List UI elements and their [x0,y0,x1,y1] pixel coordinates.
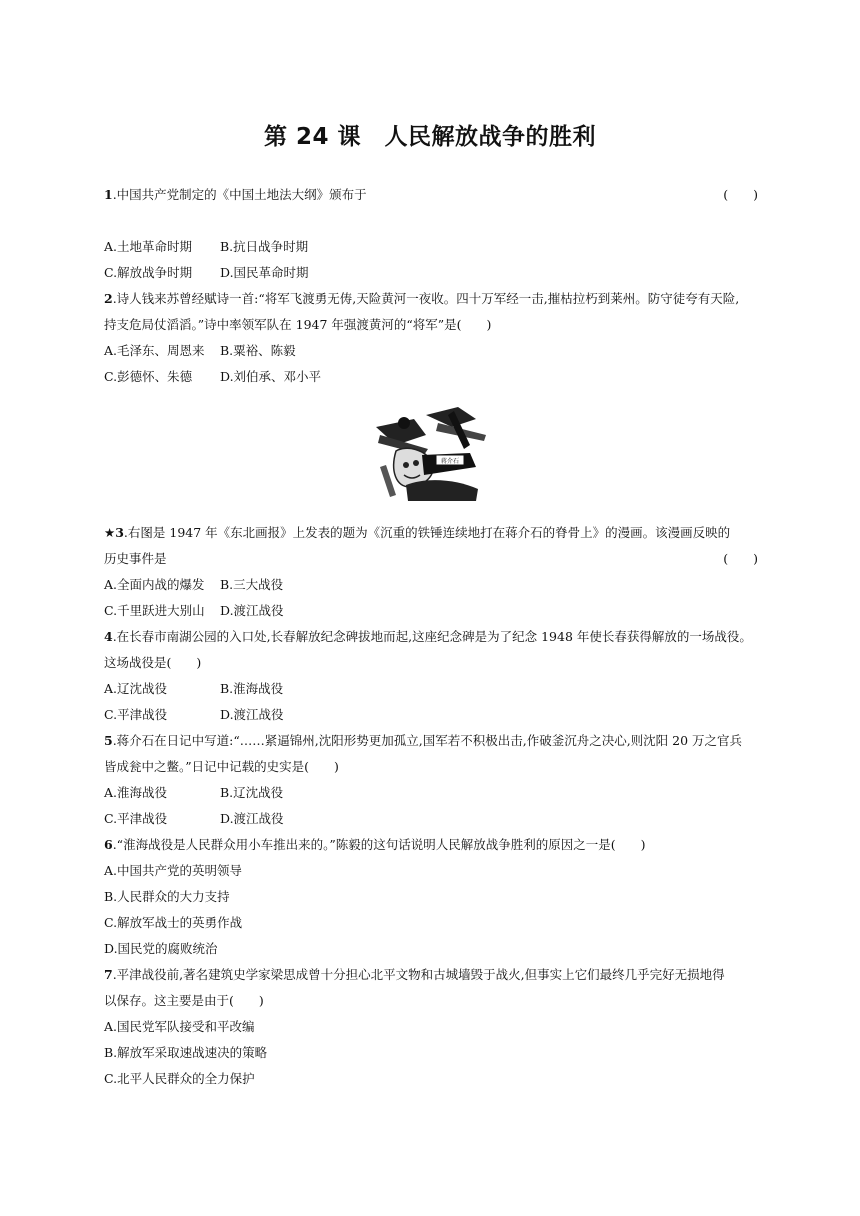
question-5 [104,728,758,780]
question-text: .中国共产党制定的《中国土地法大纲》颁布于 [112,187,367,202]
answer-blank: ( ) [723,187,758,202]
question-3-options [104,572,284,624]
option-c: C.平津战役 [104,707,168,722]
option-c: C.彭德怀、朱德 [104,369,193,384]
question-1-options [104,234,309,286]
question-text: .诗人钱来苏曾经赋诗一首:“将军飞渡勇无俦,天险黄河一夜收。四十万军经一击,摧枯拉朽到莱州。防守徒夸有天险, [112,291,740,306]
option-d: D.渡江战役 [220,603,284,618]
question-text: .平津战役前,著名建筑史学家梁思成曾十分担心北平文物和古城墙毁于战火,但事实上它们最终几乎完好无损地得 [112,967,725,982]
question-6-options [104,858,242,962]
question-text: .“淮海战役是人民群众用小车推出来的。”陈毅的这句话说明人民解放战争胜利的原因之一是( ) [112,837,646,852]
option-d: D.渡江战役 [220,811,284,826]
cartoon-image [366,405,492,505]
option-c: C.北平人民群众的全力保护 [104,1071,255,1086]
question-text-cont: 以保存。这主要是由于( ) [104,993,264,1008]
question-text: .蒋介石在日记中写道:“……紧逼锦州,沈阳形势更加孤立,国军若不积极出击,作破釜沉舟之决心,则沈阳 20 万之官兵 [112,733,743,748]
question-number: 1 [104,187,113,202]
question-7 [104,962,758,1014]
option-a: A.全面内战的爆发 [104,577,205,592]
option-b: B.粟裕、陈毅 [220,343,296,358]
option-b: B.淮海战役 [220,681,284,696]
option-c: C.解放战争时期 [104,265,193,280]
option-a: A.辽沈战役 [104,681,168,696]
question-2 [104,286,758,338]
question-3 [104,520,758,572]
option-d: D.渡江战役 [220,707,284,722]
option-c: C.千里跃进大别山 [104,603,205,618]
option-a: A.中国共产党的英明领导 [104,863,243,878]
question-2-options [104,338,322,390]
question-5-options [104,780,284,832]
option-b: B.解放军采取速战速决的策略 [104,1045,268,1060]
option-b: B.辽沈战役 [220,785,284,800]
question-1 [104,182,758,208]
answer-blank: ( ) [723,551,758,566]
page-title: 第 24 课 人民解放战争的胜利 [263,124,597,150]
question-text-cont: 持支危局仗滔滔。”诗中率领军队在 1947 年强渡黄河的“将军”是( ) [104,317,492,332]
question-text: .右图是 1947 年《东北画报》上发表的题为《沉重的铁锤连续地打在蒋介石的脊骨上》的漫画。该漫画反映的 [123,525,731,540]
option-b: B.三大战役 [220,577,284,592]
star-icon: ★ [104,525,116,540]
option-d: D.刘伯承、邓小平 [220,369,322,384]
question-7-options [104,1014,267,1092]
question-number: 7 [104,967,113,982]
option-a: A.毛泽东、周恩来 [104,343,205,358]
question-text-cont: 皆成瓮中之鳖。”日记中记载的史实是( ) [104,759,339,774]
cartoon-label: 蒋介石 [440,458,460,465]
question-text-cont: 这场战役是( ) [104,655,202,670]
option-c: C.平津战役 [104,811,168,826]
option-a: A.淮海战役 [104,785,168,800]
option-d: D.国民党的腐败统治 [104,941,218,956]
question-number: 4 [104,629,113,644]
question-number: 3 [115,525,124,540]
option-a: A.土地革命时期 [104,239,193,254]
question-4 [104,624,758,676]
option-b: B.人民群众的大力支持 [104,889,230,904]
question-number: 6 [104,837,113,852]
option-c: C.解放军战士的英勇作战 [104,915,243,930]
question-4-options [104,676,284,728]
question-text-cont: 历史事件是 [104,551,167,566]
option-b: B.抗日战争时期 [220,239,309,254]
option-d: D.国民革命时期 [220,265,309,280]
option-a: A.国民党军队接受和平改编 [104,1019,255,1034]
question-number: 2 [104,291,113,306]
question-number: 5 [104,733,113,748]
question-6 [104,832,758,858]
question-text: .在长春市南湖公园的入口处,长春解放纪念碑拔地而起,这座纪念碑是为了纪念 1948 年使长春获得解放的一场战役。 [112,629,752,644]
